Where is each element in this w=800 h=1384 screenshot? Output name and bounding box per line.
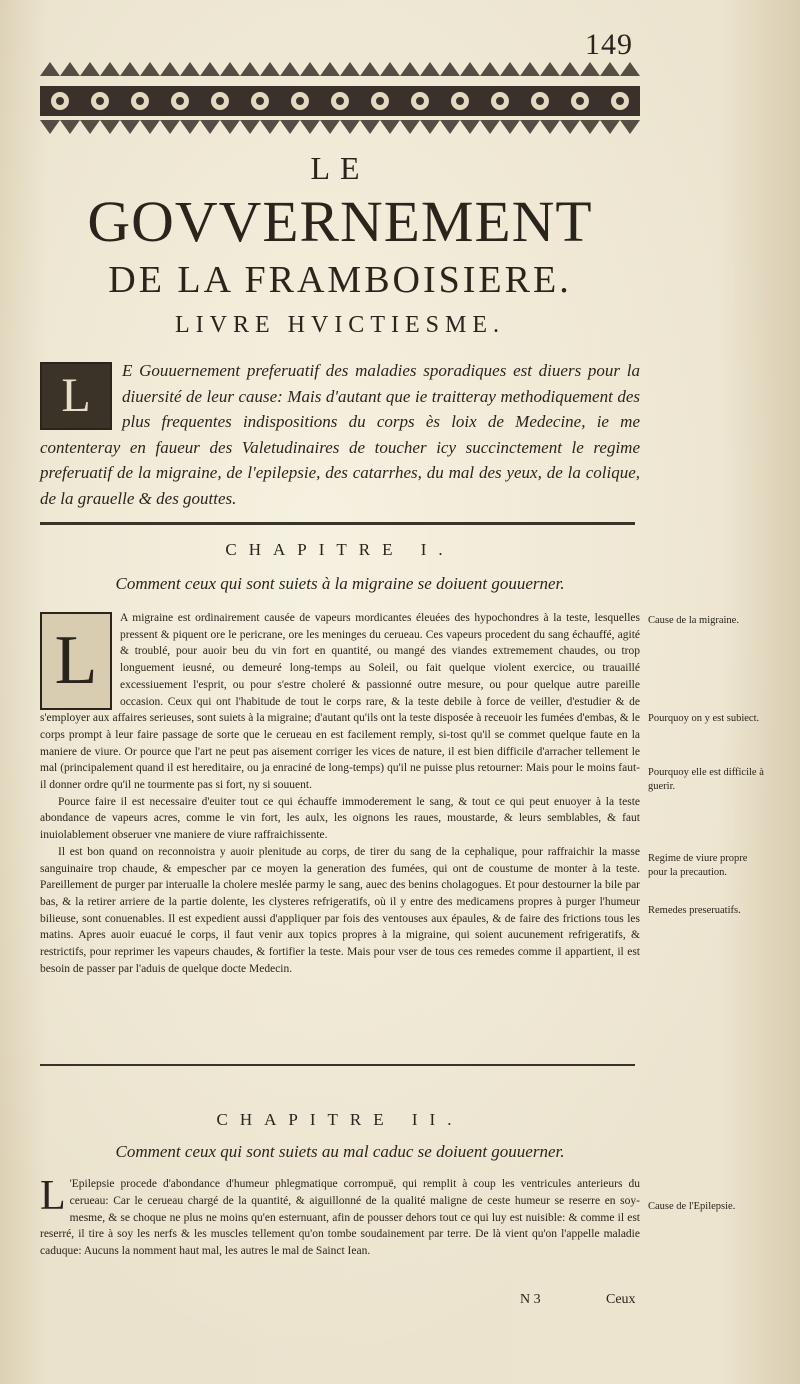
margin-note-2: Pourquoy on y est subiect. <box>648 713 760 724</box>
margin-note-5: Remedes preseruatifs. <box>648 905 741 916</box>
margin-note-4: Regime de viure propre pour la precaution. <box>648 853 748 878</box>
chapter-1-paragraph-1: A migraine est ordinairement causée de vapeurs mordicantes éleuées des hypochondres à la teste, lesquelles pressent & piquent ore le pericrane, ore les meninges du cerueau. Ces vapeurs procedent du sang échauffé, agité & troublé, pour auoir beu du vin fort en quantité, ou mangé des viandes extremement chaudes, ou trop longuement ieusné, ou demeuré long-temps au Soleil, ou fait quelque violent exercice, ou trauaillé excessiuement l'esprit, ou pour s'estre choleré & passionné outre mesure, ou pour quelque autre pareille occasion. Ceux qui ont l'habitude de tout le corps rare, & la teste debile à force de veiller, d'estudier & de s'employer aux affaires serieuses, sont suiets à la migraine; d'autant qu'ils ont la teste disposée à receuoir les fumées d'embas, & le corps prompt à leur faire passage de sorte que le cerueau en est facilement remply, si-tost qu'il se commet quelque faute en la maniere de viure. Or pource que l'art ne peut pas aisement corriger les vices de nature, il est bien difficile d'arracher tellement le mal (principalement quand il est hereditaire, ou ja enraciné de long-temps) qu'il ne puisse plus retourner: Mais pour le moins faut-il donner ordre qu'il ne tourmente pas si fort, ny si souuent. <box>40 612 640 792</box>
chapter-2-initial: L <box>40 1173 66 1219</box>
book-heading: LIVRE HVICTIESME. <box>175 312 505 338</box>
chapter-1-paragraph-3: Il est bon quand on reconnoistra y auoir plenitude au corps, de tirer du sang de la cephalique, pour raffraichir la masse sanguinaire trop chaude, & empescher par ce moyen la generation des fumées, qui ont de coustume de monter à la teste. Pareillement de purger par interualle la cholere meslée parmy le sang, auec des benins cholagogues. Et pour destourner la bile par bas, & la retirer arriere de la partie dolente, les clysteres refrigeratifs, où il y entre des medicamens propres à purger l'humeur bilieuse, sont conuenables. Il est expedient aussi d'appliquer par fois des ventouses aux épaules, & de faire des frictions tous les matins. Apres auoir euacué le corps, il faut venir aux topics propres à la migraine, qui soient aucunement refrigeratifs, & restrictifs, pour reprimer les vapeurs chaudes, & fortifier la teste. Mais pour vser de tous ces remedes comme il appartient, il est besoin de passer par l'aduis de quelque docte Medecin. <box>40 845 640 975</box>
chapter-2-body <box>40 1173 640 1260</box>
margin-note-6: Cause de l'Epilepsie. <box>648 1201 736 1212</box>
intro-text: E Gouuernement preferuatif des maladies sporadiques est diuers pour la diuersité de leur cause: Mais d'autant que ie traitteray methodiquement des plus frequentes indispositions du corps ès loix de Medecine, ie me contenteray en faueur des Valetudinaires de toucher icy succinctement le regime preferuatif de la migraine, de l'epilepsie, des catarrhes, du mal des yeux, de la colique, de la grauelle & des gouttes. <box>40 361 640 508</box>
intro-paragraph <box>40 358 640 511</box>
chapter-2-subtitle: Comment ceux qui sont suiets au mal caduc se doiuent gouuerner. <box>115 1142 565 1161</box>
ornament-band-top <box>40 58 640 80</box>
chapter-1-paragraph-2: Pource faire il est necessaire d'euiter tout ce qui échauffe immoderement le sang, & tout ce qui peut enuoyer à la teste abondance de vapeurs acres, comme le vin fort, les aulx, les oignons les raues, moustarde, & leurs semblables, & faut inuiolablement obseruer vne maniere de viure raffraichissente. <box>40 795 640 842</box>
chapter-1-drop-cap: L <box>40 612 112 710</box>
ornament-band-middle <box>40 86 640 116</box>
title-main: GOVVERNEMENT <box>87 189 593 254</box>
chapter-1-body <box>40 610 640 977</box>
page-number: 149 <box>585 28 633 61</box>
chapter-2-paragraph-1: 'Epilepsie procede d'abondance d'humeur phlegmatique corrompuë, qui remplit à coup les ventricules anterieurs du cerueau: Car le cerueau chargé de la quantité, & aiguillonné de la qualité maligne de ceste humeur se reserre en soy-mesme, & se choque ne plus ne moins qu'en esternuant, afin de pousser dehors tout ce qui luy est nuisible: & comme il est reserré, il tire à soy les nerfs & les muscles tellement qu'on tombe soudainement par terre. De là vient qu'on l'appelle maladie caduque: Aucuns la nomment haut mal, les autres le mal de Sainct Iean. <box>40 1178 640 1258</box>
title-le: LE <box>310 150 370 186</box>
chapter-2-heading: CHAPITRE II. <box>216 1110 464 1129</box>
section-rule-2 <box>40 1064 635 1066</box>
chapter-1-heading: CHAPITRE I. <box>225 540 455 559</box>
ornament-band-bottom <box>40 118 640 136</box>
chapter-1-subtitle: Comment ceux qui sont suiets à la migraine se doiuent gouuerner. <box>115 574 565 593</box>
margin-note-1: Cause de la migraine. <box>648 615 739 626</box>
section-rule-1 <box>40 522 635 525</box>
catchword: Ceux <box>606 1292 636 1307</box>
margin-note-3: Pourquoy elle est difficile à guerir. <box>648 767 764 792</box>
signature-mark: N 3 <box>520 1292 541 1307</box>
intro-drop-cap: L <box>40 362 112 430</box>
title-author: DE LA FRAMBOISIERE. <box>108 259 572 301</box>
